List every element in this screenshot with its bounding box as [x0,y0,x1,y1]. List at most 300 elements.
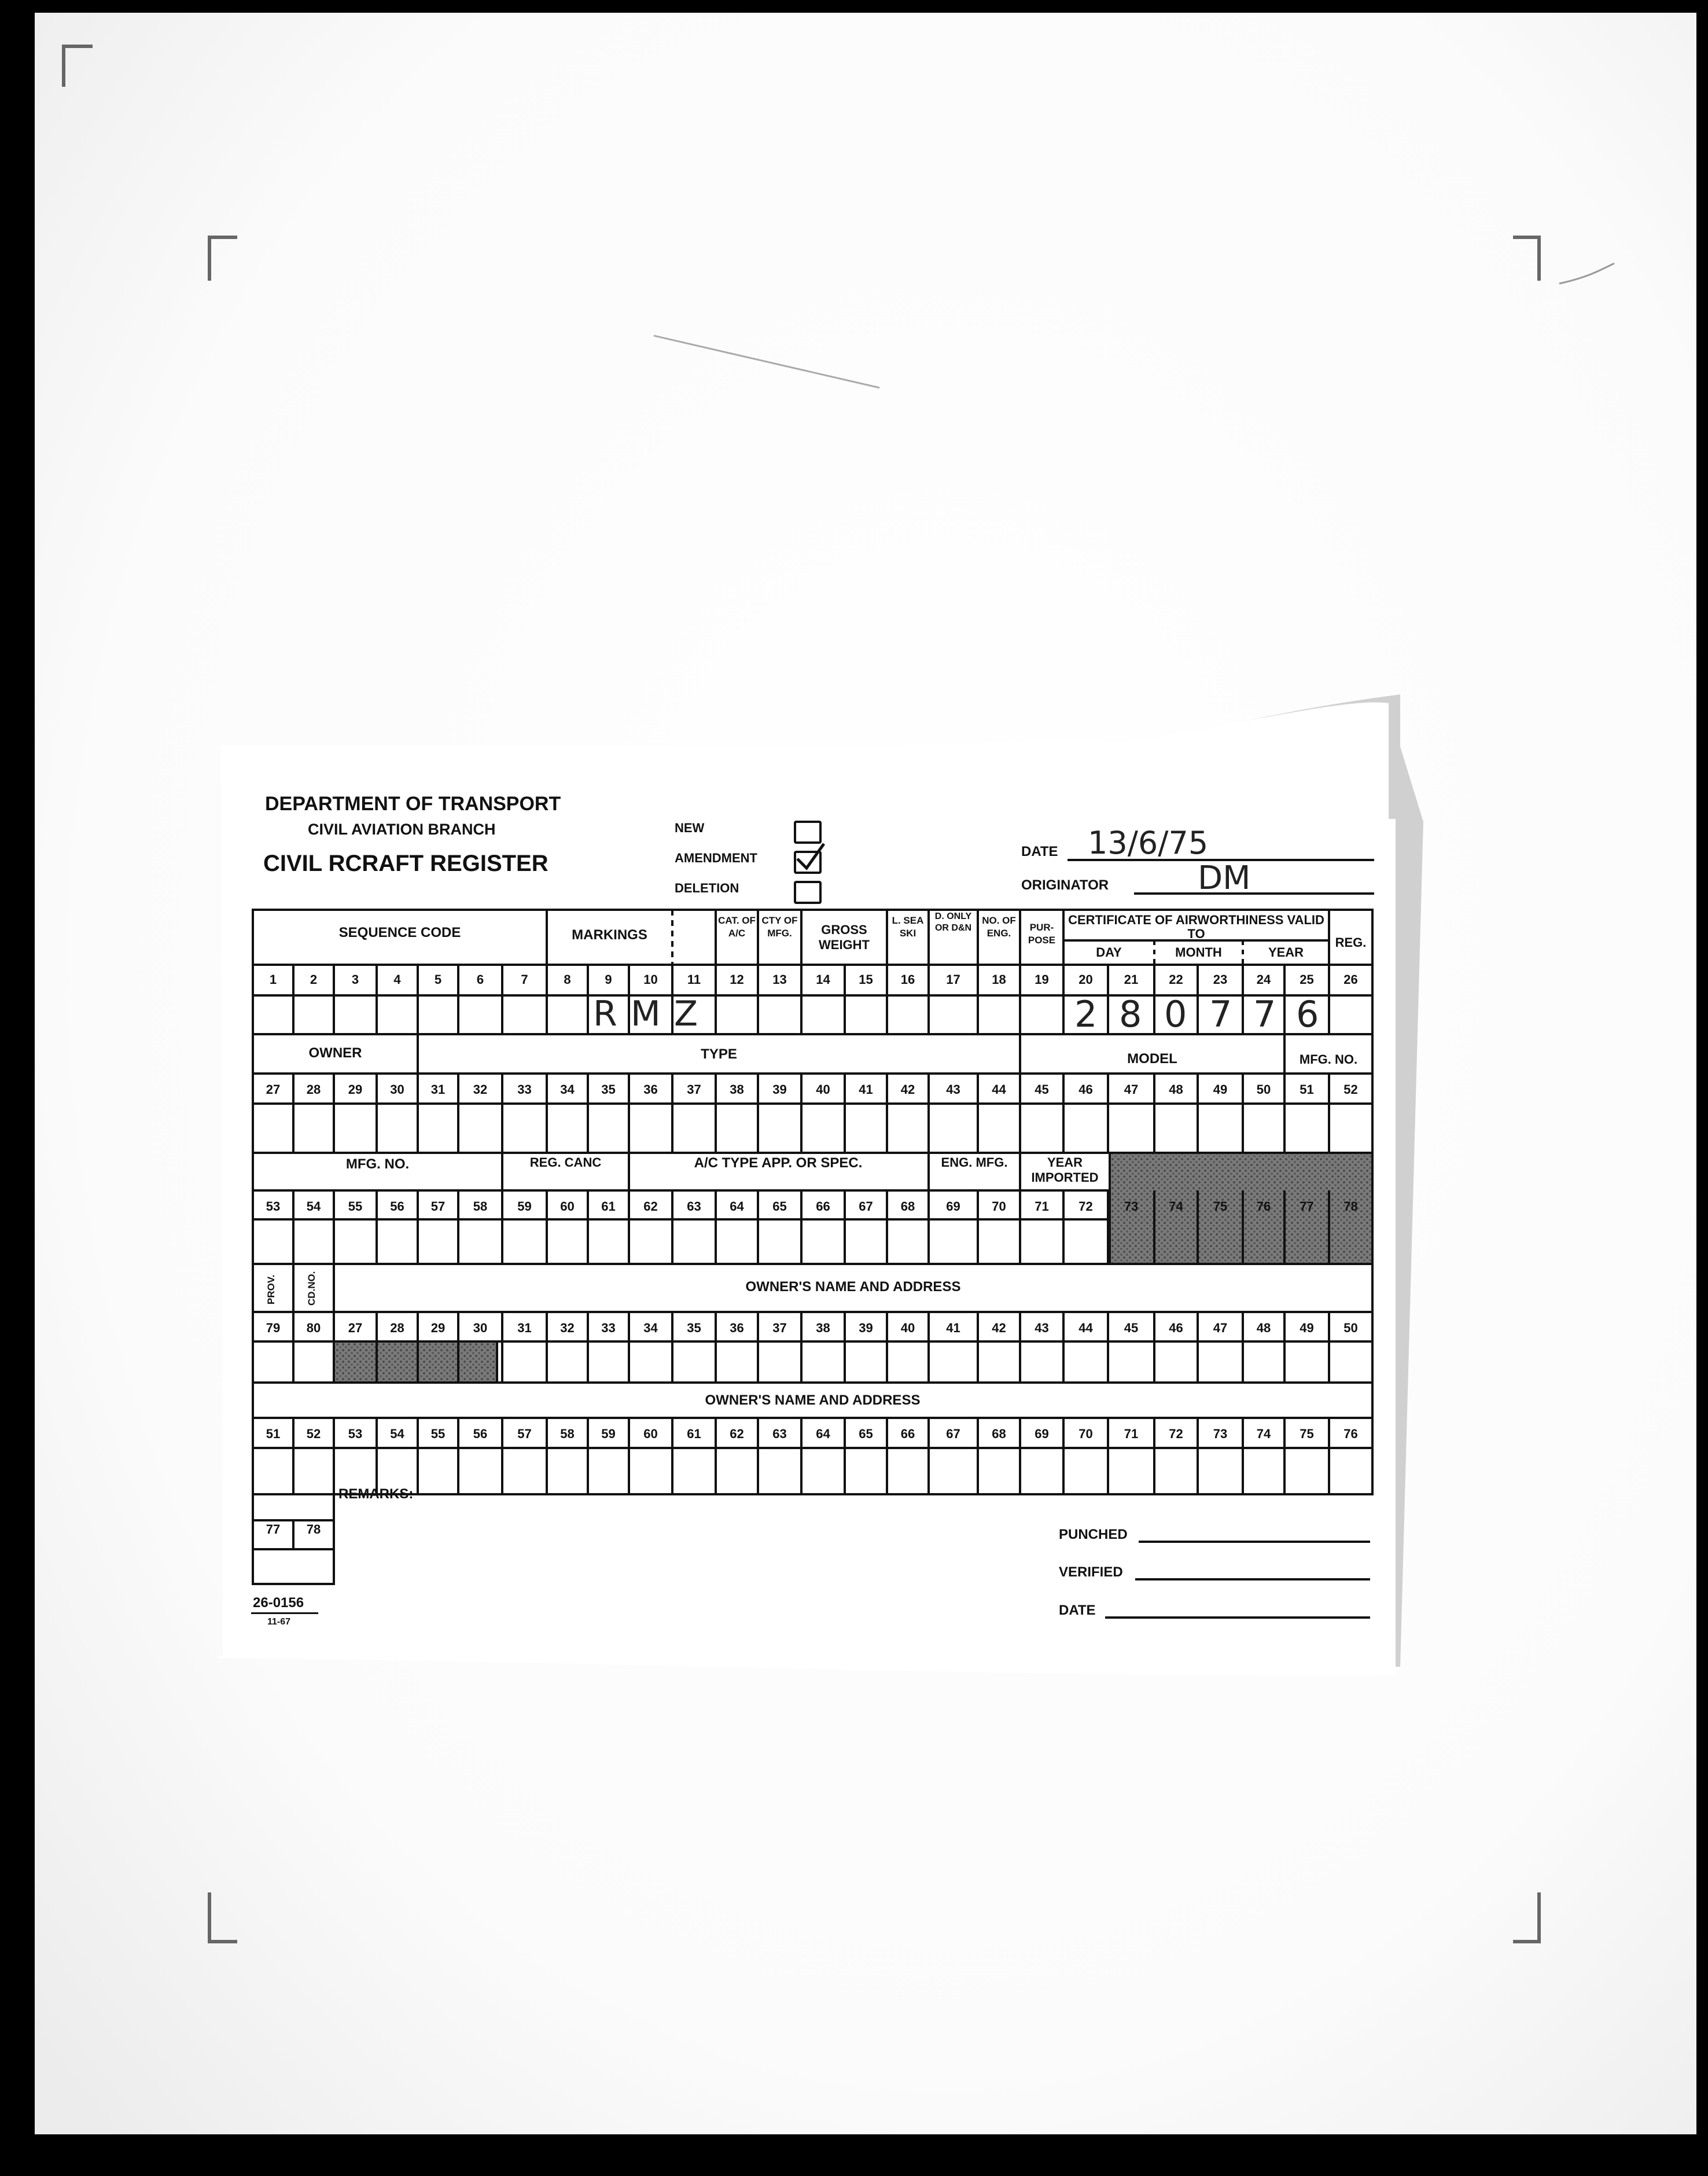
cell-number: 45 [1124,1321,1139,1335]
entry-cell[interactable] [716,1105,758,1152]
entry-cell[interactable] [887,1222,929,1263]
entry-cell[interactable] [716,1450,758,1493]
d-only-or-dn-header: D. ONLY OR D&N [934,911,972,933]
entry-cell[interactable] [845,995,887,1033]
day-header: DAY [1096,945,1122,960]
punched-label: PUNCHED [1059,1527,1128,1542]
cell-number: 53 [266,1199,281,1214]
mfg-no-header-row3: MFG. NO. [345,1156,410,1172]
entry-cell[interactable] [1154,995,1198,1033]
cell-number: 63 [772,1427,787,1441]
entry-cell[interactable] [929,1105,978,1152]
entry-cell[interactable] [758,1222,801,1263]
cell-number: 56 [473,1427,488,1441]
entry-cell[interactable] [334,1105,377,1152]
entry-cell[interactable] [253,1450,293,1493]
entry-cell[interactable] [547,1222,588,1263]
cell-number: 74 [1169,1199,1183,1214]
cell-number: 77 [1300,1199,1314,1214]
cell-number: 69 [946,1199,960,1214]
entry-cell[interactable] [929,995,978,1033]
entry-cell[interactable] [1243,1344,1284,1381]
cell-number: 10 [643,972,658,987]
entry-cell[interactable] [629,1344,672,1381]
cell-number: 29 [430,1321,446,1335]
entry-cell[interactable] [1063,1105,1108,1152]
cell-number: 22 [1169,972,1183,987]
entry-cell[interactable] [1243,1105,1284,1152]
cell-number: 21 [1124,972,1139,987]
cell-number: 58 [473,1199,488,1214]
entry-cell[interactable] [502,1222,547,1263]
cell-number: 66 [900,1427,915,1441]
cell-number: 38 [730,1082,744,1097]
cell-number: 72 [1078,1199,1093,1214]
entry-cell[interactable] [672,1222,716,1263]
cell-number: 59 [601,1427,616,1441]
cell-number: 52 [1343,1082,1358,1097]
entry-cell[interactable] [1154,1450,1198,1493]
entry-cell[interactable] [334,1344,377,1381]
cell-number: 39 [772,1082,787,1097]
entry-cell[interactable] [758,1344,801,1381]
cell-number: 46 [1169,1321,1183,1335]
entry-cell[interactable] [293,1105,334,1152]
register-title: CIVIL RCRAFT REGISTER [263,851,549,876]
cell-number: 50 [1256,1082,1271,1097]
cell-number: 48 [1169,1082,1183,1097]
cell-number: 71 [1035,1199,1049,1214]
cell-number: 43 [1035,1321,1049,1335]
cell-number: 4 [393,972,401,987]
entry-cell[interactable] [1020,995,1063,1033]
entry-cell[interactable] [377,1344,418,1381]
entry-cell[interactable] [758,995,801,1033]
cell-number: 49 [1300,1321,1314,1335]
cell-number: 34 [560,1082,575,1097]
entry-cell[interactable] [929,1222,978,1263]
entry-cell[interactable] [253,1344,293,1381]
cell-number: 72 [1169,1427,1183,1441]
entry-cell[interactable] [1329,1222,1372,1263]
entry-cell[interactable] [801,1105,845,1152]
entry-cell[interactable] [1329,1344,1372,1381]
cell-number: 24 [1256,972,1271,987]
cell-number: 33 [601,1321,616,1335]
entry-cell[interactable] [253,1222,293,1263]
date-label: DATE [1021,844,1058,859]
cell-number: 18 [992,972,1006,987]
entry-cell[interactable] [1154,1344,1198,1381]
cell-number: 38 [816,1321,830,1335]
model-header: MODEL [1127,1051,1177,1067]
cell-number: 76 [1343,1427,1358,1441]
entry-cell[interactable] [502,1105,547,1152]
entry-cell[interactable] [1063,995,1108,1033]
entry-cell[interactable] [547,995,588,1033]
entry-cell[interactable] [801,1450,845,1493]
entry-cell[interactable] [1284,995,1329,1033]
entry-cell[interactable] [1154,1105,1198,1152]
deletion-checkbox[interactable] [794,881,822,904]
entry-cell[interactable] [801,995,845,1033]
cell-number: 53 [348,1427,363,1441]
entry-cell[interactable] [418,995,458,1033]
entry-cell[interactable] [758,1105,801,1152]
entry-cell[interactable] [629,1450,672,1493]
markings-header: MARKINGS [572,927,647,943]
entry-cell[interactable] [458,1222,502,1263]
entry-cell[interactable] [672,1105,716,1152]
entry-cell[interactable] [293,1222,334,1263]
cell-number: 28 [390,1321,404,1335]
entry-cell[interactable] [845,1105,887,1152]
entry-cell[interactable] [887,1105,929,1152]
cell-number: 3 [351,972,359,987]
cell-number: 26 [1343,972,1358,987]
entry-cell[interactable] [887,1450,929,1493]
cell-number: 47 [1124,1082,1139,1097]
cell-number: 7 [521,972,528,987]
entry-cell[interactable] [845,1344,887,1381]
cell-number: 68 [900,1199,915,1214]
purpose-header: PUR- POSE [1028,922,1056,946]
entry-cell[interactable] [1329,1450,1372,1493]
cell-number: 39 [859,1321,873,1335]
cell-number: 55 [430,1427,446,1441]
cell-number: 78 [306,1522,321,1537]
cell-number: 62 [643,1199,658,1214]
cell-number: 25 [1300,972,1314,987]
originator-line [1134,892,1374,895]
cell-number: 75 [1300,1427,1314,1441]
cell-number: 37 [687,1082,701,1097]
cell-number: 35 [687,1321,701,1335]
cell-number: 47 [1213,1321,1228,1335]
cell-number: 27 [348,1321,363,1335]
entry-cell[interactable] [672,995,716,1033]
cell-number: 9 [605,972,612,987]
entry-cell[interactable] [588,1222,629,1263]
ac-type-app-header: A/C TYPE APP. OR SPEC. [694,1155,863,1171]
cell-number: 42 [900,1082,915,1097]
cell-number: 35 [601,1082,616,1097]
year-imported-header: YEAR IMPORTED [1031,1155,1099,1185]
month-header: MONTH [1175,945,1222,960]
deletion-label: DELETION [675,881,739,895]
cell-number: 40 [900,1321,915,1335]
entry-cell[interactable] [1063,1222,1108,1263]
entry-cell[interactable] [1108,1450,1154,1493]
l-sea-ski-header: L. SEA SKI [892,915,924,939]
entry-cell[interactable] [1108,1344,1154,1381]
cell-number: 79 [266,1321,281,1335]
entry-cell[interactable] [1284,1450,1329,1493]
entry-cell[interactable] [716,1344,758,1381]
no-of-eng-header: NO. OF ENG. [982,915,1016,939]
entry-cell[interactable] [978,1105,1020,1152]
originator-label: ORIGINATOR [1021,877,1109,893]
cell-number: 33 [517,1082,532,1097]
entry-cell[interactable] [588,1450,629,1493]
cell-number: 61 [601,1199,616,1214]
punched-line[interactable] [1139,1541,1370,1543]
reg-canc-header: REG. CANC [529,1155,602,1170]
cell-number: 73 [1213,1427,1228,1441]
cell-number: 63 [687,1199,701,1214]
cell-number: 60 [560,1199,575,1214]
cell-number: 61 [687,1427,701,1441]
cat-of-ac-header: CAT. OF A/C [718,915,756,939]
cell-number: 46 [1078,1082,1093,1097]
cell-number: 30 [390,1082,404,1097]
entry-cell[interactable] [293,1450,334,1493]
entry-cell[interactable] [1198,1105,1243,1152]
checkmark-icon [794,841,829,870]
cell-number: 11 [687,972,701,987]
cell-number: 54 [390,1427,404,1441]
entry-cell[interactable] [588,1105,629,1152]
entry-cell[interactable] [293,1344,334,1381]
markings-char: R [593,994,617,1034]
cell-number: 32 [560,1321,575,1335]
entry-cell[interactable] [334,1222,377,1263]
entry-cell[interactable] [1284,1344,1329,1381]
owners-name-header-2: OWNER'S NAME AND ADDRESS [705,1392,921,1408]
entry-cell[interactable] [672,1344,716,1381]
cell-number: 28 [306,1082,321,1097]
form-number-underline [251,1612,318,1614]
entry-cell[interactable] [1108,1105,1154,1152]
entry-cell[interactable] [929,1450,978,1493]
entry-cell[interactable] [1198,1450,1243,1493]
entry-cell[interactable] [801,1344,845,1381]
cell-number: 73 [1124,1199,1139,1214]
entry-cell[interactable] [1198,1344,1243,1381]
entry-cell[interactable] [418,1450,458,1493]
cell-number: 71 [1124,1427,1139,1441]
entry-cell[interactable] [929,1344,978,1381]
cell-number: 45 [1035,1082,1049,1097]
certificate-digit: 8 [1119,993,1142,1035]
mfg-no-header-row2: MFG. NO. [1299,1052,1358,1067]
cell-number: 44 [1078,1321,1093,1335]
verified-line[interactable] [1135,1578,1370,1580]
cell-number: 34 [643,1321,658,1335]
entry-cell[interactable] [1020,1105,1063,1152]
gross-weight-header: GROSS WEIGHT [819,922,870,953]
entry-cell[interactable] [1243,995,1284,1033]
markings-char: Z [674,994,698,1034]
cell-number: 2 [310,972,318,987]
cell-number: 19 [1035,972,1049,987]
entry-cell[interactable] [253,995,293,1033]
entry-cell[interactable] [672,1450,716,1493]
cell-number: 13 [772,972,787,987]
certificate-digit: 6 [1296,993,1319,1035]
entry-cell[interactable] [978,1222,1020,1263]
entry-cell[interactable] [502,1344,547,1381]
cell-number: 52 [306,1427,321,1441]
cell-number: 70 [1078,1427,1093,1441]
cell-number: 6 [476,972,484,987]
entry-cell[interactable] [629,1105,672,1152]
entry-cell[interactable] [1243,1222,1284,1263]
entry-cell[interactable] [1284,1105,1329,1152]
cell-number: 64 [816,1427,830,1441]
cell-number: 78 [1343,1199,1358,1214]
entry-cell[interactable] [1108,1222,1154,1263]
entry-cell[interactable] [758,1450,801,1493]
cell-number: 70 [992,1199,1006,1214]
type-header: TYPE [701,1046,737,1062]
entry-cell[interactable] [1284,1222,1329,1263]
cell-number: 69 [1035,1427,1049,1441]
cell-number: 44 [992,1082,1006,1097]
entry-cell[interactable] [716,995,758,1033]
cell-number: 65 [859,1427,873,1441]
entry-cell[interactable] [458,1450,502,1493]
cell-number: 41 [946,1321,960,1335]
new-label: NEW [675,821,705,835]
cell-number: 5 [434,972,442,987]
certificate-digit: 2 [1074,993,1098,1035]
entry-cell[interactable] [377,995,418,1033]
cell-number: 42 [992,1321,1006,1335]
entry-cell[interactable] [629,995,672,1033]
cell-number: 50 [1343,1321,1358,1335]
branch-title: CIVIL AVIATION BRANCH [308,821,496,838]
entry-cell[interactable] [418,1222,458,1263]
entry-cell[interactable] [978,1450,1020,1493]
verified-label: VERIFIED [1059,1564,1123,1580]
year-header: YEAR [1268,945,1304,960]
entry-cell[interactable] [458,1344,502,1381]
remarks-label: REMARKS: [338,1486,414,1502]
cell-number: 62 [730,1427,744,1441]
form-number: 26-0156 [253,1595,304,1611]
cell-number: 12 [730,972,744,987]
cell-number: 64 [730,1199,744,1214]
certificate-digit: 0 [1164,993,1187,1035]
entry-cell[interactable] [377,1222,418,1263]
entry-cell[interactable] [502,1450,547,1493]
entry-cell[interactable] [1063,1344,1108,1381]
cell-number: 16 [900,972,915,987]
cell-number: 68 [992,1427,1006,1441]
entry-cell[interactable] [978,1344,1020,1381]
cell-number: 60 [643,1427,658,1441]
entry-cell[interactable] [334,995,377,1033]
entry-cell[interactable] [1198,995,1243,1033]
cell-number: 80 [306,1321,321,1335]
cell-number: 65 [772,1199,787,1214]
cell-number: 20 [1078,972,1093,987]
footer-date-label: DATE [1059,1602,1096,1618]
entry-cell[interactable] [1329,995,1372,1033]
entry-cell[interactable] [978,995,1020,1033]
entry-cell[interactable] [377,1105,418,1152]
cell-number: 30 [473,1321,488,1335]
entry-cell[interactable] [588,1344,629,1381]
cell-number: 59 [517,1199,532,1214]
entry-cell[interactable] [716,1222,758,1263]
entry-cell[interactable] [458,995,502,1033]
cty-of-mfg-header: CTY OF MFG. [761,915,798,939]
entry-cell[interactable] [502,995,547,1033]
certificate-digit: 7 [1253,993,1276,1035]
footer-date-line[interactable] [1105,1616,1370,1619]
entry-cell[interactable] [845,1222,887,1263]
entry-cell[interactable] [1243,1450,1284,1493]
cell-number: 8 [564,972,571,987]
entry-cell[interactable] [418,1344,458,1381]
cell-number: 14 [816,972,830,987]
entry-cell[interactable] [1108,995,1154,1033]
cell-number: 76 [1256,1199,1271,1214]
entry-cell[interactable] [293,995,334,1033]
entry-cell[interactable] [845,1450,887,1493]
entry-cell[interactable] [588,995,629,1033]
cell-number: 36 [643,1082,658,1097]
cell-number: 49 [1213,1082,1228,1097]
cell-number: 40 [816,1082,830,1097]
cell-number: 27 [266,1082,281,1097]
prov-header: PROV. [266,1274,277,1304]
entry-cell[interactable] [887,1344,929,1381]
entry-cell[interactable] [418,1105,458,1152]
cell-number: 51 [1300,1082,1314,1097]
entry-cell[interactable] [629,1222,672,1263]
entry-cell[interactable] [547,1344,588,1381]
entry-cell[interactable] [1020,1344,1063,1381]
date-value[interactable]: 13/6/75 [1088,825,1209,861]
originator-value[interactable]: DM [1198,859,1251,897]
eng-mfg-header: ENG. MFG. [941,1155,1008,1170]
entry-cell[interactable] [1020,1450,1063,1493]
cell-number: 29 [348,1082,363,1097]
cell-number: 56 [390,1199,404,1214]
amendment-label: AMENDMENT [675,851,757,865]
cell-number: 75 [1213,1199,1228,1214]
cell-number: 36 [730,1321,744,1335]
cell-number: 51 [266,1427,281,1441]
cell-number: 57 [517,1427,532,1441]
cell-number: 54 [306,1199,321,1214]
cell-number: 66 [816,1199,830,1214]
cell-number: 67 [859,1199,873,1214]
entry-cell[interactable] [1063,1450,1108,1493]
sequence-code-header: SEQUENCE CODE [338,925,461,940]
entry-cell[interactable] [1020,1222,1063,1263]
cell-number: 77 [266,1522,281,1537]
cell-number: 32 [473,1082,488,1097]
entry-cell[interactable] [1198,1222,1243,1263]
entry-cell[interactable] [547,1105,588,1152]
cell-number: 37 [772,1321,787,1335]
cell-number: 55 [348,1199,363,1214]
amendment-checkbox[interactable] [794,851,822,874]
entry-cell[interactable] [1154,1222,1198,1263]
entry-cell[interactable] [801,1222,845,1263]
entry-cell[interactable] [1329,1105,1372,1152]
entry-cell[interactable] [458,1105,502,1152]
new-checkbox[interactable] [794,821,822,844]
certificate-header: CERTIFICATE OF AIRWORTHINESS VALID TO [1068,913,1324,942]
entry-cell[interactable] [887,995,929,1033]
entry-cell[interactable] [547,1450,588,1493]
entry-cell[interactable] [253,1105,293,1152]
